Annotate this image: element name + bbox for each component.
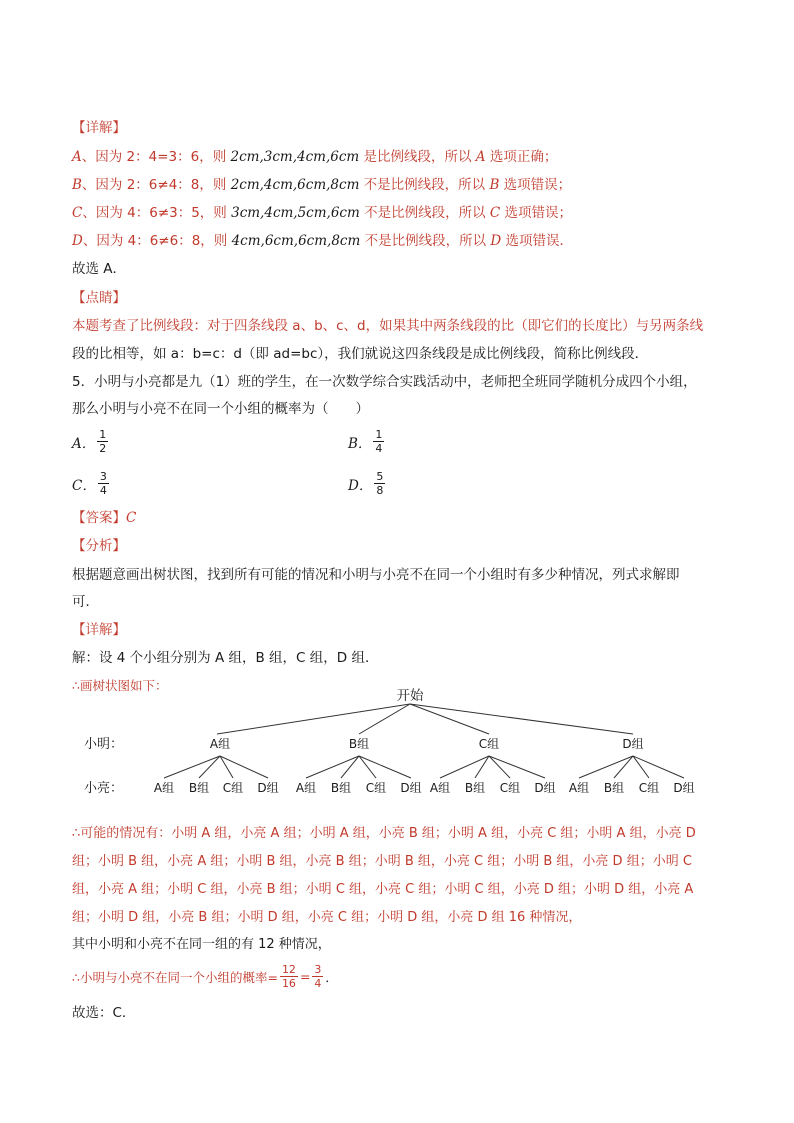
answer-line: 【答案】C [72,510,137,526]
probability-line: ∴小明与小亮不在同一个小组的概率= $\frac{12}{16}$ = $\frac{3}{4}$ ． [72,963,338,990]
detail-heading: 【详解】 [72,120,126,136]
detail-line-c: C、因为 4：6≠3：5，则 3cm,4cm,5cm,6cm 不是比例线段，所以 C 选项错误； [72,205,573,221]
tree-leaf: C组 [499,781,521,795]
tree-leaf: C组 [365,781,387,795]
cases-line-2: 组；小明 B 组，小亮 A 组；小明 B 组，小亮 B 组；小明 B 组，小亮 C 组；小明 B 组，小亮 D 组；小明 C [72,854,692,869]
comment-line-1: 本题考查了比例线段：对于四条线段 a、b、c、d，如果其中两条线段的比（即它们的长度比）与另两条线 [72,318,704,334]
option-d-fraction: $\frac{5}{8}$ [376,470,384,497]
comment-heading: 【点睛】 [72,290,126,306]
tree-edges-root [217,704,633,734]
tree-leaf: A组 [153,781,175,795]
tree-root: 开始 [396,688,424,704]
tree-node-d: D组 [622,737,644,751]
option-b: B． $\frac{1}{4}$ [348,428,383,455]
analysis-heading: 【分析】 [72,538,126,554]
detail-conclusion: 故选 A． [72,261,127,277]
tree-leaf: C组 [222,781,244,795]
option-d: D． $\frac{5}{8}$ [348,470,384,497]
cases-line-3: 组，小亮 A 组；小明 C 组，小亮 B 组；小明 C 组，小亮 C 组；小明 C 组，小亮 D 组；小明 D 组，小亮 A [72,882,694,897]
tree-leaf: A组 [568,781,590,795]
tree-leaf: A组 [295,781,317,795]
detail2-heading: 【详解】 [72,622,126,638]
cases-line-5: 其中小明和小亮不在同一组的有 12 种情况， [72,937,331,952]
option-a: A． $\frac{1}{2}$ [72,428,107,455]
tree-row1-label: 小明： [84,737,124,752]
option-c-fraction: $\frac{3}{4}$ [99,470,107,497]
tree-edges-leaves [164,756,684,778]
tree-node-a: A组 [209,737,231,751]
detail-line-b: B、因为 2：6≠4：8，则 2cm,4cm,6cm,8cm 不是比例线段，所以 B 选项错误； [72,177,572,193]
option-c: C． $\frac{3}{4}$ [72,470,107,497]
final-answer: 故选：C． [72,1005,136,1021]
tree-level1 [210,737,644,751]
tree-leaf: D组 [257,781,279,795]
probability-fraction-1: $\frac{12}{16}$ [281,963,296,990]
option-a-fraction: $\frac{1}{2}$ [99,428,107,455]
detail-line-d: D、因为 4：6≠6：8，则 4cm,6cm,6cm,8cm 不是比例线段，所以 D 选项错误． [72,233,573,249]
tree-leaf: B组 [464,781,486,795]
tree-level2 [154,781,695,795]
question-line-1: 5．小明与小亮都是九（1）班的学生，在一次数学综合实践活动中，老师把全班同学随机分成四个小组， [72,374,697,390]
question-line-2: 那么小明与小亮不在同一个小组的概率为（ ） [72,401,369,417]
analysis-line-2: 可． [72,594,99,610]
analysis-line-1: 根据题意画出树状图，找到所有可能的情况和小明与小亮不在同一个小组时有多少种情况，列式求解即 [72,567,680,583]
tree-leaf: B组 [603,781,625,795]
tree-node-c: C组 [478,737,500,751]
detail-line-a: A、因为 2：4=3：6，则 2cm,3cm,4cm,6cm 是比例线段，所以 A 选项正确； [72,149,558,165]
tree-leaf: B组 [330,781,352,795]
cases-line-1: ∴可能的情况有：小明 A 组，小亮 A 组；小明 A 组，小亮 B 组；小明 A 组，小亮 C 组；小明 A 组，小亮 D [72,826,696,841]
tree-leaf: D组 [400,781,422,795]
tree-leaf: B组 [188,781,210,795]
cases-line-4: 组；小明 D 组，小亮 B 组；小明 D 组，小亮 C 组；小明 D 组，小亮 D 组 16 种情况， [72,910,582,925]
tree-intro: ∴画树状图如下： [72,678,168,693]
probability-fraction-2: $\frac{3}{4}$ [314,963,322,990]
tree-leaf: C组 [638,781,660,795]
comment-line-2: 段的比相等，如 a：b=c：d（即 ad=bc），我们就说这四条线段是成比例线段，简称比例线段． [72,346,649,362]
tree-row2-label: 小亮： [84,781,124,796]
tree-leaf: D组 [534,781,556,795]
tree-diagram [0,680,794,810]
tree-leaf: A组 [429,781,451,795]
tree-node-b: B组 [348,737,370,751]
detail2-intro: 解：设 4 个小组分别为 A 组，B 组，C 组，D 组． [72,650,379,666]
tree-leaf: D组 [673,781,695,795]
option-b-fraction: $\frac{1}{4}$ [375,428,383,455]
